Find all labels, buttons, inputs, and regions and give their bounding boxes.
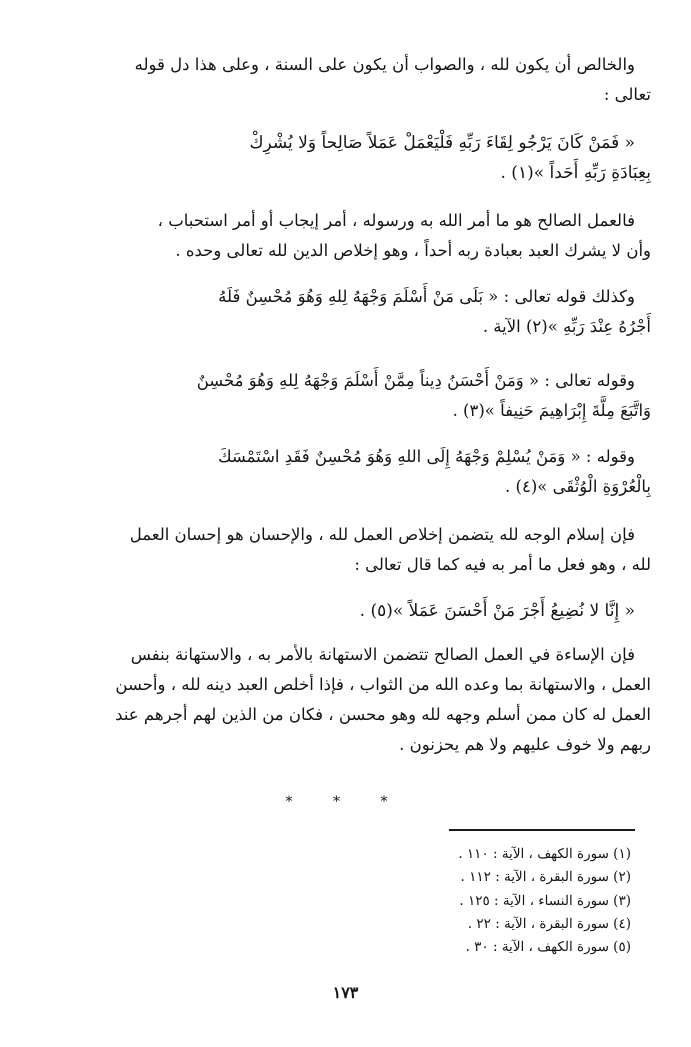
text-line: وقوله تعالى : « وَمَنْ أَحْسَنُ دِيناً مِمَّنْ أَسْلَمَ وَجْهَهُ لِلهِ وَهُوَ مُحْسِنٌ	[196, 371, 635, 390]
paragraph-islam-of-face	[45, 520, 651, 580]
text-line: « إِنَّا لا نُضِيعُ أَجْرَ مَنْ أَحْسَنَ عَمَلاً »(٥) .	[359, 601, 635, 621]
text-line: فإن الإساءة في العمل الصالح تتضمن الاستهانة بالأمر به ، والاستهانة بنفس	[130, 645, 635, 664]
text-line: العمل ، والاستهانة بما وعده الله من الثواب ، فإذا أخلص العبد دينه لله ، وأحسن	[115, 675, 651, 694]
paragraph-baqarah-112	[45, 282, 651, 342]
footnote-divider	[449, 829, 635, 831]
text-line: لله ، وهو فعل ما أمر به فيه كما قال تعالى :	[354, 555, 651, 574]
text-line: تعالى :	[603, 85, 651, 104]
section-ornament: * * *	[285, 794, 406, 810]
paragraph-luqman-22	[45, 442, 651, 502]
text-line: فإن إسلام الوجه لله يتضمن إخلاص العمل لله ، والإحسان هو إحسان العمل	[129, 525, 635, 544]
footnote-item: (١) سورة الكهف ، الآية : ١١٠ .	[458, 846, 631, 862]
footnote-item: (٢) سورة البقرة ، الآية : ١١٢ .	[460, 869, 631, 886]
text-line: بِعِبَادَةِ رَبِّهِ أَحَداً »(١) .	[500, 163, 651, 183]
text-line: « فَمَنْ كَانَ يَرْجُو لِقَاءَ رَبِّهِ فَلْيَعْمَلْ عَمَلاً صَالِحاً وَلا يُشْرِكْ	[249, 133, 635, 153]
text-line: العمل له كان ممن أسلم وجهه لله وهو محسن ، فكان من الذين لهم أجرهم عند	[115, 705, 651, 724]
text-line: وقوله : « وَمَنْ يُسْلِمْ وَجْهَهُ إِلَى اللهِ وَهُوَ مُحْسِنٌ فَقَدِ اسْتَمْسَكَ	[217, 447, 635, 466]
paragraph-righteous-deed	[45, 206, 651, 266]
paragraph-nisa-125	[45, 366, 651, 426]
text-line: وكذلك قوله تعالى : « بَلَى مَنْ أَسْلَمَ وَجْهَهُ لِلهِ وَهُوَ مُحْسِنٌ فَلَهُ	[218, 287, 635, 306]
footnote-item: (٥) سورة الكهف ، الآية : ٣٠ .	[465, 939, 631, 956]
text-line: وأن لا يشرك العبد بعبادة ربه أحداً ، وهو إخلاص الدين لله تعالى وحده .	[175, 241, 651, 260]
text-line: أَجْرُهُ عِنْدَ رَبِّهِ »(٢) الآية .	[482, 317, 651, 336]
text-line: وَاتَّبَعَ مِلَّةَ إِبْرَاهِيمَ حَنِيفاً »(٣) .	[452, 401, 651, 420]
text-line: فالعمل الصالح هو ما أمر الله به ورسوله ، أمر إيجاب أو أمر استحباب ،	[157, 211, 635, 230]
footnotes	[331, 843, 631, 959]
footnote-item: (٣) سورة النساء ، الآية : ١٢٥ .	[459, 892, 631, 909]
paragraph-misdeed	[45, 640, 651, 760]
text-line: بِالْعُرْوَةِ الْوُثْقَى »(٤) .	[505, 477, 651, 496]
quran-quote-kahf-30	[45, 596, 651, 626]
footnote-item: (٤) سورة البقرة ، الآية : ٢٢ .	[467, 915, 631, 932]
page-number: ١٧٣	[332, 983, 359, 1002]
quran-quote-kahf-110	[45, 128, 651, 188]
paragraph-sincerity-intro	[45, 50, 651, 110]
text-line: والخالص أن يكون لله ، والصواب أن يكون على السنة ، وعلى هذا دل قوله	[134, 55, 635, 74]
text-line: ربهم ولا خوف عليهم ولا هم يحزنون .	[399, 735, 651, 754]
